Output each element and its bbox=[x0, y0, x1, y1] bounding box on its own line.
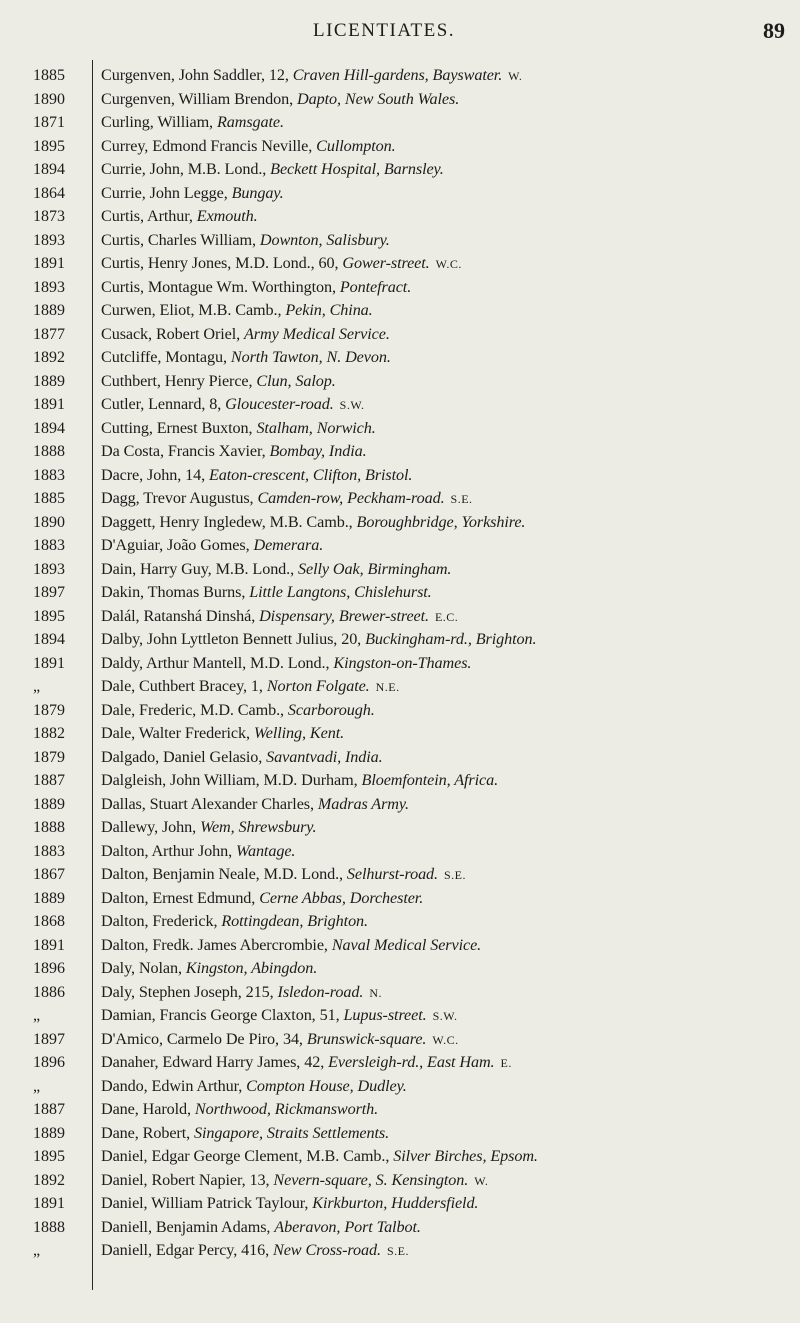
licentiate-name: Curtis, Henry Jones, M.D. Lond., 60, bbox=[101, 254, 343, 272]
licentiate-name: Daniell, Benjamin Adams, bbox=[101, 1217, 275, 1236]
year-of-licence: 1890 bbox=[33, 513, 65, 531]
entry-text bbox=[101, 628, 536, 652]
year-of-licence: 1893 bbox=[33, 231, 65, 249]
address-place: Northwood, Rickmansworth. bbox=[194, 1100, 379, 1118]
address-place: Kirkburton, Huddersfield. bbox=[312, 1194, 479, 1212]
list-item bbox=[0, 1098, 800, 1122]
address-place: Silver Birches, Epsom. bbox=[393, 1147, 538, 1165]
year-of-licence: 1894 bbox=[33, 161, 65, 178]
address-place: Madras Army. bbox=[317, 794, 410, 813]
address-place: Army Medical Service. bbox=[244, 324, 390, 343]
licentiate-name: Cusack, Robert Oriel, bbox=[101, 324, 245, 343]
licentiate-name: Cuthbert, Henry Pierce, bbox=[101, 371, 257, 390]
list-item bbox=[0, 558, 800, 582]
year-of-licence: 1895 bbox=[33, 607, 65, 625]
address-place: Bungay. bbox=[231, 183, 284, 202]
licentiate-name: Dakin, Thomas Burns, bbox=[101, 583, 250, 601]
list-item bbox=[0, 675, 800, 699]
licentiate-name: Currie, John Legge, bbox=[101, 183, 232, 202]
entry-text bbox=[101, 1122, 389, 1146]
list-item bbox=[0, 1169, 800, 1193]
list-item bbox=[0, 652, 800, 676]
page-number: 89 bbox=[763, 18, 785, 43]
list-item bbox=[0, 88, 800, 112]
year-of-licence: 1883 bbox=[33, 466, 65, 484]
entry-text bbox=[101, 887, 423, 911]
licentiate-name: Daly, Nolan, bbox=[101, 959, 186, 977]
list-item bbox=[0, 534, 800, 558]
address-place: New Cross-road. bbox=[273, 1241, 381, 1259]
entry-text bbox=[101, 511, 525, 535]
address-place: Kingston, Abingdon. bbox=[185, 959, 318, 977]
postal-district: N. bbox=[369, 985, 382, 1000]
list-item bbox=[0, 1075, 800, 1099]
postal-district: W. bbox=[508, 69, 523, 83]
address-place: Compton House, Dudley. bbox=[246, 1076, 407, 1095]
licentiate-name: Daly, Stephen Joseph, 215, bbox=[101, 982, 278, 1001]
address-place: Craven Hill-gardens, Bayswater. bbox=[292, 66, 503, 84]
licentiate-name: Dalál, Ratanshá Dinshá, bbox=[101, 606, 260, 625]
list-item bbox=[0, 769, 800, 793]
entry-text bbox=[101, 229, 390, 253]
list-item bbox=[0, 910, 800, 934]
list-item bbox=[0, 1051, 800, 1075]
year-of-licence: 1889 bbox=[33, 372, 65, 390]
list-item bbox=[0, 628, 800, 652]
entry-text bbox=[101, 276, 411, 300]
list-item bbox=[0, 346, 800, 370]
licentiate-name: Curgenven, John Saddler, 12, bbox=[101, 66, 293, 84]
address-place: Aberavon, Port Talbot. bbox=[274, 1217, 421, 1236]
year-of-licence: 1891 bbox=[33, 255, 65, 272]
year-of-licence: 1885 bbox=[33, 67, 65, 84]
list-item bbox=[0, 511, 800, 535]
list-item bbox=[0, 1004, 800, 1028]
entry-text bbox=[101, 1051, 512, 1076]
year-of-licence: 1885 bbox=[33, 490, 65, 507]
year-of-licence: 1897 bbox=[33, 584, 65, 601]
address-place: Naval Medical Service. bbox=[331, 935, 482, 954]
address-place: Wantage. bbox=[236, 841, 296, 860]
year-of-licence: „ bbox=[33, 678, 41, 695]
licentiate-name: Daldy, Arthur Mantell, M.D. Lond., bbox=[101, 653, 334, 672]
postal-district: E.C. bbox=[434, 609, 459, 624]
entry-text bbox=[101, 393, 365, 418]
entry-text bbox=[101, 934, 481, 958]
list-item bbox=[0, 957, 800, 981]
licentiate-name: Cutler, Lennard, 8, bbox=[101, 395, 226, 413]
licentiate-name: Danaher, Edward Harry James, 42, bbox=[101, 1053, 329, 1071]
licentiate-name: Cutting, Ernest Buxton, bbox=[101, 418, 257, 437]
list-item bbox=[0, 605, 800, 629]
licentiate-name: Daniel, William Patrick Taylour, bbox=[101, 1194, 313, 1212]
entry-text bbox=[101, 699, 375, 723]
licentiate-name: Dale, Frederic, M.D. Camb., bbox=[101, 700, 288, 719]
list-item bbox=[0, 252, 800, 276]
year-of-licence: 1889 bbox=[33, 1124, 65, 1142]
list-item bbox=[0, 934, 800, 958]
licentiate-name: Cutcliffe, Montagu, bbox=[101, 348, 231, 366]
entry-text bbox=[101, 1192, 478, 1216]
year-of-licence: „ bbox=[33, 1007, 41, 1024]
entry-text bbox=[101, 440, 367, 464]
postal-district: S.E. bbox=[386, 1244, 409, 1258]
list-item bbox=[0, 816, 800, 840]
address-place: Buckingham-rd., Brighton. bbox=[365, 630, 537, 648]
licentiate-name: Dalton, Benjamin Neale, M.D. Lond., bbox=[101, 865, 347, 883]
list-item bbox=[0, 111, 800, 135]
licentiate-name: Dalgleish, John William, M.D. Durham, bbox=[101, 771, 362, 789]
year-of-licence: 1894 bbox=[33, 631, 65, 648]
address-place: Selly Oak, Birmingham. bbox=[298, 559, 452, 578]
licentiate-name: Curtis, Montague Wm. Worthington, bbox=[101, 277, 340, 296]
entry-text bbox=[101, 1216, 421, 1240]
entry-text bbox=[101, 135, 396, 159]
address-place: Scarborough. bbox=[287, 700, 375, 719]
year-of-licence: 1873 bbox=[33, 208, 65, 225]
running-title: LICENTIATES. bbox=[313, 20, 456, 41]
list-item bbox=[0, 863, 800, 887]
list-item bbox=[0, 1239, 800, 1263]
entry-text bbox=[101, 64, 522, 89]
list-item bbox=[0, 205, 800, 229]
entry-text bbox=[101, 746, 383, 770]
year-of-licence: 1886 bbox=[33, 983, 65, 1001]
address-place: Pontefract. bbox=[339, 277, 412, 296]
entry-text bbox=[101, 417, 376, 441]
year-of-licence: „ bbox=[33, 1077, 41, 1095]
list-item bbox=[0, 746, 800, 770]
entry-text bbox=[101, 205, 258, 229]
year-of-licence: 1896 bbox=[33, 1054, 65, 1071]
entry-text bbox=[101, 793, 409, 817]
list-item bbox=[0, 464, 800, 488]
year-of-licence: 1887 bbox=[33, 1101, 65, 1118]
year-of-licence: 1871 bbox=[33, 114, 65, 131]
entry-text bbox=[101, 111, 284, 135]
address-place: Singapore, Straits Settlements. bbox=[194, 1123, 390, 1142]
list-item bbox=[0, 370, 800, 394]
licentiate-name: Daniel, Edgar George Clement, M.B. Camb., bbox=[101, 1147, 394, 1165]
address-place: Little Langtons, Chislehurst. bbox=[249, 583, 432, 601]
address-place: Pekin, China. bbox=[285, 301, 373, 319]
entry-text bbox=[101, 605, 458, 630]
address-place: Savantvadi, India. bbox=[266, 747, 383, 766]
address-place: Clun, Salop. bbox=[256, 371, 336, 390]
address-place: Dispensary, Brewer-street. bbox=[259, 606, 429, 625]
list-item bbox=[0, 840, 800, 864]
entry-text bbox=[101, 863, 466, 888]
entry-text bbox=[101, 957, 317, 981]
address-place: Beckett Hospital, Barnsley. bbox=[270, 160, 444, 178]
list-item bbox=[0, 981, 800, 1005]
entry-text bbox=[101, 323, 390, 347]
year-of-licence: 1891 bbox=[33, 654, 65, 672]
list-item bbox=[0, 887, 800, 911]
entry-text bbox=[101, 1004, 457, 1029]
address-place: Dapto, New South Wales. bbox=[297, 89, 460, 108]
year-of-licence: 1864 bbox=[33, 184, 65, 202]
licentiate-name: Dale, Walter Frederick, bbox=[101, 724, 254, 742]
address-place: Camden-row, Peckham-road. bbox=[257, 489, 445, 507]
year-of-licence: 1889 bbox=[33, 302, 65, 319]
year-of-licence: 1889 bbox=[33, 889, 65, 907]
licentiate-name: Curtis, Arthur, bbox=[101, 207, 197, 225]
address-place: Exmouth. bbox=[196, 207, 258, 225]
year-of-licence: 1879 bbox=[33, 748, 65, 766]
address-place: Bombay, India. bbox=[269, 442, 367, 460]
address-place: Selhurst-road. bbox=[346, 865, 438, 883]
year-of-licence: 1879 bbox=[33, 701, 65, 719]
list-item bbox=[0, 393, 800, 417]
year-of-licence: 1883 bbox=[33, 842, 65, 860]
address-place: Wem, Shrewsbury. bbox=[200, 818, 317, 836]
address-place: Downton, Salisbury. bbox=[259, 230, 390, 249]
year-of-licence: 1894 bbox=[33, 419, 65, 437]
entry-text bbox=[101, 981, 382, 1006]
licentiate-name: Dallewy, John, bbox=[101, 818, 201, 836]
year-of-licence: 1887 bbox=[33, 772, 65, 789]
list-item bbox=[0, 158, 800, 182]
licentiate-name: Daniell, Edgar Percy, 416, bbox=[101, 1241, 274, 1259]
postal-district: S.W. bbox=[339, 398, 365, 412]
year-of-licence: 1882 bbox=[33, 725, 65, 742]
entry-text bbox=[101, 158, 444, 182]
address-place: Isledon-road. bbox=[277, 982, 364, 1001]
entry-text bbox=[101, 252, 462, 277]
address-place: Gloucester-road. bbox=[225, 395, 334, 413]
postal-district: N.E. bbox=[375, 680, 400, 694]
entry-text bbox=[101, 299, 373, 323]
year-of-licence: 1891 bbox=[33, 1195, 65, 1212]
year-of-licence: 1897 bbox=[33, 1030, 65, 1048]
entry-text bbox=[101, 652, 471, 676]
entry-text bbox=[101, 581, 432, 605]
licentiate-name: D'Amico, Carmelo De Piro, 34, bbox=[101, 1029, 307, 1048]
licentiate-name: Curgenven, William Brendon, bbox=[101, 89, 298, 108]
list-item bbox=[0, 1192, 800, 1216]
year-of-licence: 1892 bbox=[33, 1171, 65, 1189]
address-place: Eaton-crescent, Clifton, Bristol. bbox=[209, 465, 413, 484]
year-of-licence: 1889 bbox=[33, 795, 65, 813]
year-of-licence: 1888 bbox=[33, 443, 65, 460]
entry-text bbox=[101, 722, 344, 746]
list-item bbox=[0, 64, 800, 88]
entry-text bbox=[101, 88, 459, 112]
licentiate-name: Dalby, John Lyttleton Bennett Julius, 20, bbox=[101, 630, 366, 648]
postal-district: W.C. bbox=[435, 257, 462, 271]
licentiate-name: Dando, Edwin Arthur, bbox=[101, 1076, 247, 1095]
address-place: Norton Folgate. bbox=[266, 677, 370, 695]
list-item bbox=[0, 323, 800, 347]
entry-text bbox=[101, 558, 451, 582]
postal-district: S.E. bbox=[444, 868, 467, 882]
licentiate-name: Damian, Francis George Claxton, 51, bbox=[101, 1006, 344, 1024]
entry-text bbox=[101, 816, 316, 840]
year-of-licence: 1895 bbox=[33, 1148, 65, 1165]
entry-text bbox=[101, 1169, 488, 1194]
licentiate-name: Curwen, Eliot, M.B. Camb., bbox=[101, 301, 286, 319]
licentiate-name: Dalton, Frederick, bbox=[101, 912, 222, 930]
address-place: Cerne Abbas, Dorchester. bbox=[259, 888, 424, 907]
year-of-licence: 1893 bbox=[33, 278, 65, 296]
list-item bbox=[0, 1216, 800, 1240]
year-of-licence: 1888 bbox=[33, 819, 65, 836]
licentiate-name: Dallas, Stuart Alexander Charles, bbox=[101, 794, 318, 813]
address-place: Kingston-on-Thames. bbox=[333, 653, 472, 672]
licentiate-name: Dalton, Ernest Edmund, bbox=[101, 888, 260, 907]
year-of-licence: 1893 bbox=[33, 560, 65, 578]
year-of-licence: 1891 bbox=[33, 396, 65, 413]
list-item bbox=[0, 417, 800, 441]
list-item bbox=[0, 299, 800, 323]
year-of-licence: 1883 bbox=[33, 537, 65, 554]
licentiate-name: Curling, William, bbox=[101, 113, 217, 131]
address-place: Nevern-square, S. Kensington. bbox=[273, 1170, 469, 1189]
entry-text bbox=[101, 840, 295, 864]
address-place: Welling, Kent. bbox=[253, 724, 345, 742]
entry-text bbox=[101, 769, 498, 793]
entry-text bbox=[101, 464, 412, 488]
address-place: Bloemfontein, Africa. bbox=[361, 771, 499, 789]
entry-text bbox=[101, 1239, 409, 1264]
entry-text bbox=[101, 370, 336, 394]
address-place: Stalham, Norwich. bbox=[256, 418, 376, 437]
list-item bbox=[0, 440, 800, 464]
licentiate-name: Da Costa, Francis Xavier, bbox=[101, 442, 270, 460]
list-item bbox=[0, 135, 800, 159]
entry-text bbox=[101, 675, 400, 700]
address-place: Eversleigh-rd., East Ham. bbox=[328, 1053, 495, 1071]
entry-text bbox=[101, 1098, 378, 1122]
entry-text bbox=[101, 346, 391, 370]
licentiate-name: Currie, John, M.B. Lond., bbox=[101, 160, 271, 178]
entry-text bbox=[101, 182, 284, 206]
licentiate-name: Dale, Cuthbert Bracey, 1, bbox=[101, 677, 267, 695]
licentiate-name: Dain, Harry Guy, M.B. Lond., bbox=[101, 559, 299, 578]
postal-district: S.E. bbox=[450, 492, 473, 506]
year-of-licence: 1890 bbox=[33, 90, 65, 108]
year-of-licence: 1895 bbox=[33, 137, 65, 155]
list-item bbox=[0, 487, 800, 511]
licentiate-list bbox=[0, 64, 800, 1263]
entry-text bbox=[101, 1145, 538, 1169]
year-of-licence: 1892 bbox=[33, 349, 65, 366]
list-item bbox=[0, 229, 800, 253]
year-of-licence: 1867 bbox=[33, 866, 65, 883]
licentiate-name: Dalgado, Daniel Gelasio, bbox=[101, 747, 267, 766]
year-of-licence: 1896 bbox=[33, 960, 65, 977]
page-header bbox=[0, 18, 800, 50]
licentiate-name: Dalton, Fredk. James Abercrombie, bbox=[101, 935, 332, 954]
entry-text bbox=[101, 1075, 407, 1099]
address-place: Demerara. bbox=[253, 536, 324, 554]
licentiate-name: Dacre, John, 14, bbox=[101, 465, 209, 484]
entry-text bbox=[101, 1028, 459, 1053]
year-of-licence: 1891 bbox=[33, 936, 65, 954]
list-item bbox=[0, 793, 800, 817]
postal-district: W.C. bbox=[432, 1032, 459, 1047]
list-item bbox=[0, 1122, 800, 1146]
licentiate-name: Dalton, Arthur John, bbox=[101, 841, 237, 860]
licentiate-name: Curtis, Charles William, bbox=[101, 230, 260, 249]
list-item bbox=[0, 182, 800, 206]
entry-text bbox=[101, 487, 473, 512]
list-item bbox=[0, 1028, 800, 1052]
postal-district: E. bbox=[500, 1056, 512, 1070]
entry-text bbox=[101, 910, 368, 934]
list-item bbox=[0, 699, 800, 723]
address-place: Lupus-street. bbox=[343, 1006, 427, 1024]
year-of-licence: 1877 bbox=[33, 325, 65, 343]
year-of-licence: „ bbox=[33, 1242, 41, 1259]
list-item bbox=[0, 276, 800, 300]
list-item bbox=[0, 1145, 800, 1169]
list-item bbox=[0, 722, 800, 746]
postal-district: W. bbox=[474, 1173, 489, 1188]
address-place: North Tawton, N. Devon. bbox=[230, 348, 391, 366]
list-item bbox=[0, 581, 800, 605]
year-of-licence: 1888 bbox=[33, 1218, 65, 1236]
licentiate-name: D'Aguiar, João Gomes, bbox=[101, 536, 254, 554]
year-of-licence: 1868 bbox=[33, 913, 65, 930]
licentiate-name: Dane, Harold, bbox=[101, 1100, 195, 1118]
address-place: Cullompton. bbox=[316, 136, 396, 155]
address-place: Boroughbridge, Yorkshire. bbox=[356, 512, 526, 531]
entry-text bbox=[101, 534, 323, 558]
licentiate-name: Dagg, Trevor Augustus, bbox=[101, 489, 258, 507]
address-place: Gower-street. bbox=[342, 254, 430, 272]
address-place: Brunswick-square. bbox=[306, 1029, 427, 1048]
licentiate-name: Dane, Robert, bbox=[101, 1123, 194, 1142]
postal-district: S.W. bbox=[432, 1009, 458, 1023]
licentiate-name: Currey, Edmond Francis Neville, bbox=[101, 136, 317, 155]
licentiate-name: Daggett, Henry Ingledew, M.B. Camb., bbox=[101, 512, 357, 531]
licentiate-name: Daniel, Robert Napier, 13, bbox=[101, 1170, 274, 1189]
address-place: Ramsgate. bbox=[216, 113, 284, 131]
address-place: Rottingdean, Brighton. bbox=[221, 912, 369, 930]
